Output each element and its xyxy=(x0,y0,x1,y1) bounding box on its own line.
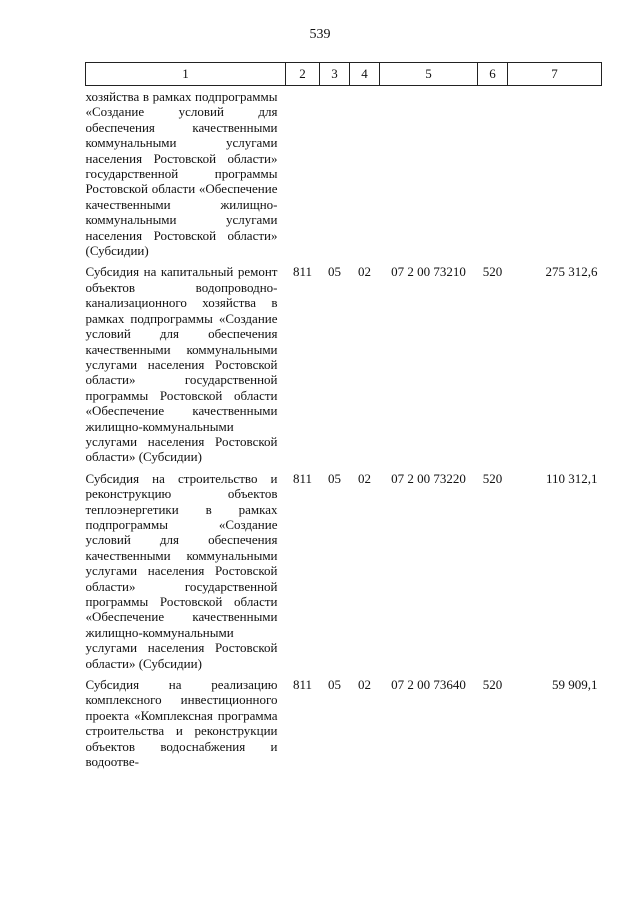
row-admin-code: 811 xyxy=(292,677,313,693)
column-number-row xyxy=(86,63,602,86)
row-section: 05 xyxy=(328,264,341,280)
row-amount: 59 909,1 xyxy=(552,677,598,693)
row-expense-type: 520 xyxy=(482,264,503,280)
row-amount: 275 312,6 xyxy=(545,264,598,280)
row-target-article: 07 2 00 73210 xyxy=(391,264,466,280)
column-header-2: 2 xyxy=(286,63,320,86)
row-section: 05 xyxy=(328,677,341,693)
row-admin-code: 811 xyxy=(292,470,313,486)
row-admin-code xyxy=(286,86,320,265)
row-amount: 110 312,1 xyxy=(545,470,598,486)
row-expense-type xyxy=(478,86,508,265)
row-amount xyxy=(508,86,602,265)
row-target-article xyxy=(380,86,478,265)
table-row xyxy=(86,471,602,677)
table-row xyxy=(86,677,602,775)
table-row xyxy=(86,86,602,265)
row-subsection: 02 xyxy=(358,470,371,486)
row-section xyxy=(320,86,350,265)
page-number: 539 xyxy=(309,27,331,42)
row-description: хозяйства в рамках подпрограммы «Создание условий для обеспечения качественными коммунальными услугами населения Ростовской области» государственной программы Ростовской области «Обеспечение качественными жилищно-коммунальными услугами населения Ростовской области» (Субсидии) xyxy=(85,89,278,259)
column-header-7: 7 xyxy=(508,63,602,86)
row-description: Субсидия на строительство и реконструкцию объектов теплоэнергетики в рамках подпрограммы «Создание условий для обеспечения качественными коммунальными услугами населения Ростовской области» государственной программы Ростовской области «Обеспечение качественными жилищно-коммунальными услугами населения Ростовской области» (Субсидии) xyxy=(85,470,278,671)
column-header-3: 3 xyxy=(320,63,350,86)
row-target-article: 07 2 00 73640 xyxy=(391,677,466,693)
row-expense-type: 520 xyxy=(482,470,503,486)
table-row xyxy=(86,264,602,470)
row-expense-type: 520 xyxy=(482,677,503,693)
column-header-5: 5 xyxy=(380,63,478,86)
row-description: Субсидия на реализацию комплексного инвестиционного проекта «Комплексная программа строительства и реконструкции объектов водоснабжения и водоотве- xyxy=(85,677,278,770)
row-subsection xyxy=(350,86,380,265)
column-header-1: 1 xyxy=(86,63,286,86)
row-subsection: 02 xyxy=(358,264,371,280)
budget-table xyxy=(85,62,602,775)
row-target-article: 07 2 00 73220 xyxy=(391,470,466,486)
row-section: 05 xyxy=(328,470,341,486)
row-admin-code: 811 xyxy=(292,264,313,280)
column-header-4: 4 xyxy=(350,63,380,86)
column-header-6: 6 xyxy=(478,63,508,86)
row-subsection: 02 xyxy=(358,677,371,693)
row-description: Субсидия на капитальный ремонт объектов водопроводно-канализационного хозяйства в рамках подпрограммы «Создание условий для обеспечения качественными коммунальными услугами населения Ростовской области» государственной программы Ростовской области «Обеспечение качественными жилищно-коммунальными услугами населения Ростовской области» (Субсидии) xyxy=(85,264,278,465)
